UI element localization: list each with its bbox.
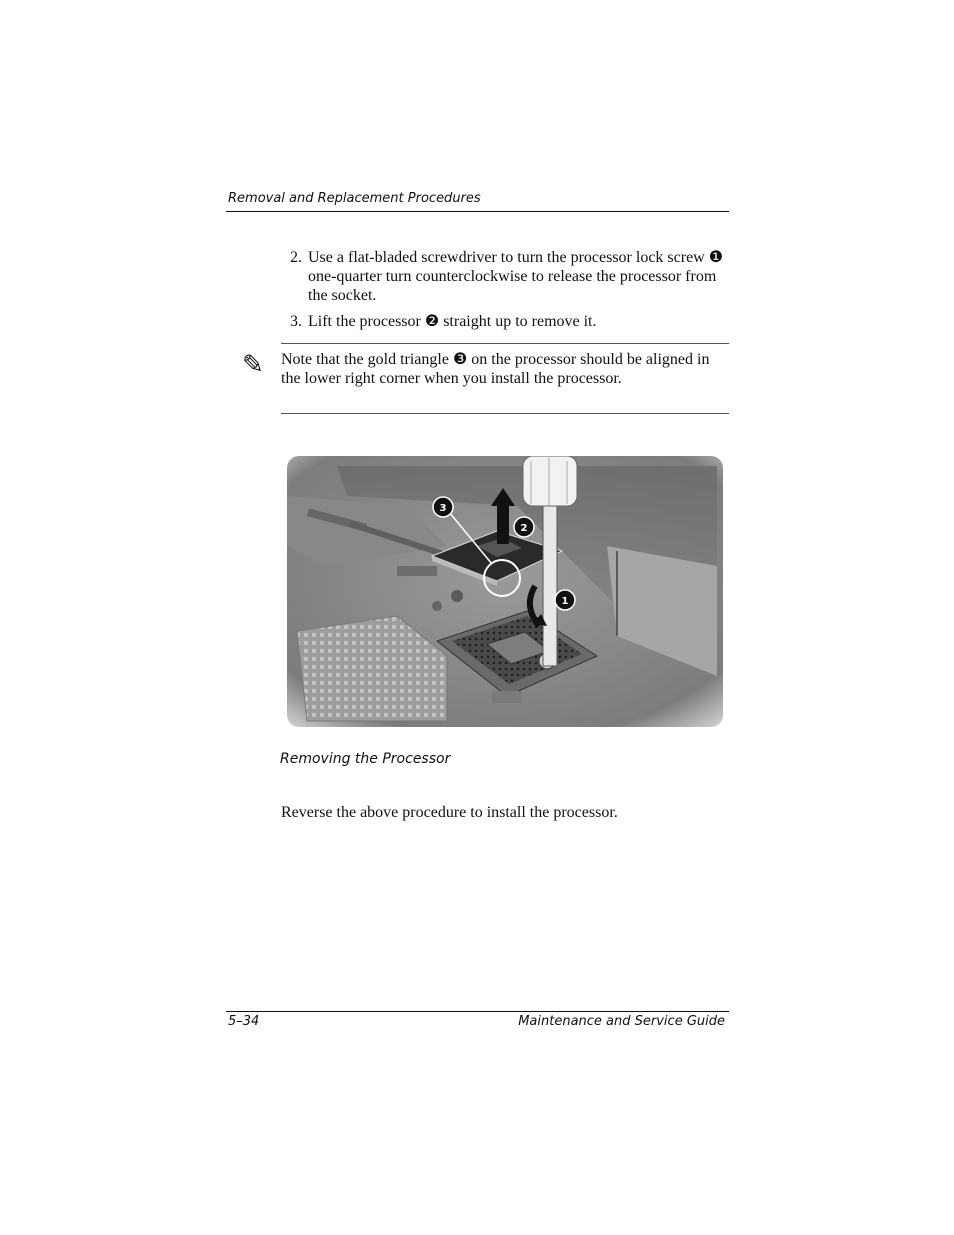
figure-caption: Removing the Processor [280,751,451,767]
step-text: Use a flat-bladed screwdriver to turn the processor lock screw ❶ one-quarter turn counterclockwise to release the processor from the socket. [308,249,724,304]
step-text: Lift the processor ❷ straight up to remove it. [308,313,597,330]
note-bottom-rule [281,413,729,414]
callout-3-label: 3 [439,503,447,514]
note-top-rule [281,343,729,344]
processor-removal-figure [287,456,723,727]
footer-title: Maintenance and Service Guide [518,1014,725,1029]
step-number: 3. [290,313,302,330]
pencil-note-icon: ✎ [242,350,264,379]
step-2 [290,248,730,305]
callout-1-label: 1 [561,596,569,607]
note-text: Note that the gold triangle ❸ on the processor should be aligned in the lower right corner when you install the processor. [281,351,710,387]
step-number: 2. [290,249,302,266]
header-rule [226,211,729,212]
page-number: 5–34 [228,1014,260,1029]
running-header: Removal and Replacement Procedures [228,191,481,206]
procedure-steps [290,248,730,338]
footer-rule [226,1011,729,1012]
callout-2-label: 2 [520,523,528,534]
step-3 [290,312,730,331]
closing-paragraph: Reverse the above procedure to install the processor. [281,804,618,821]
